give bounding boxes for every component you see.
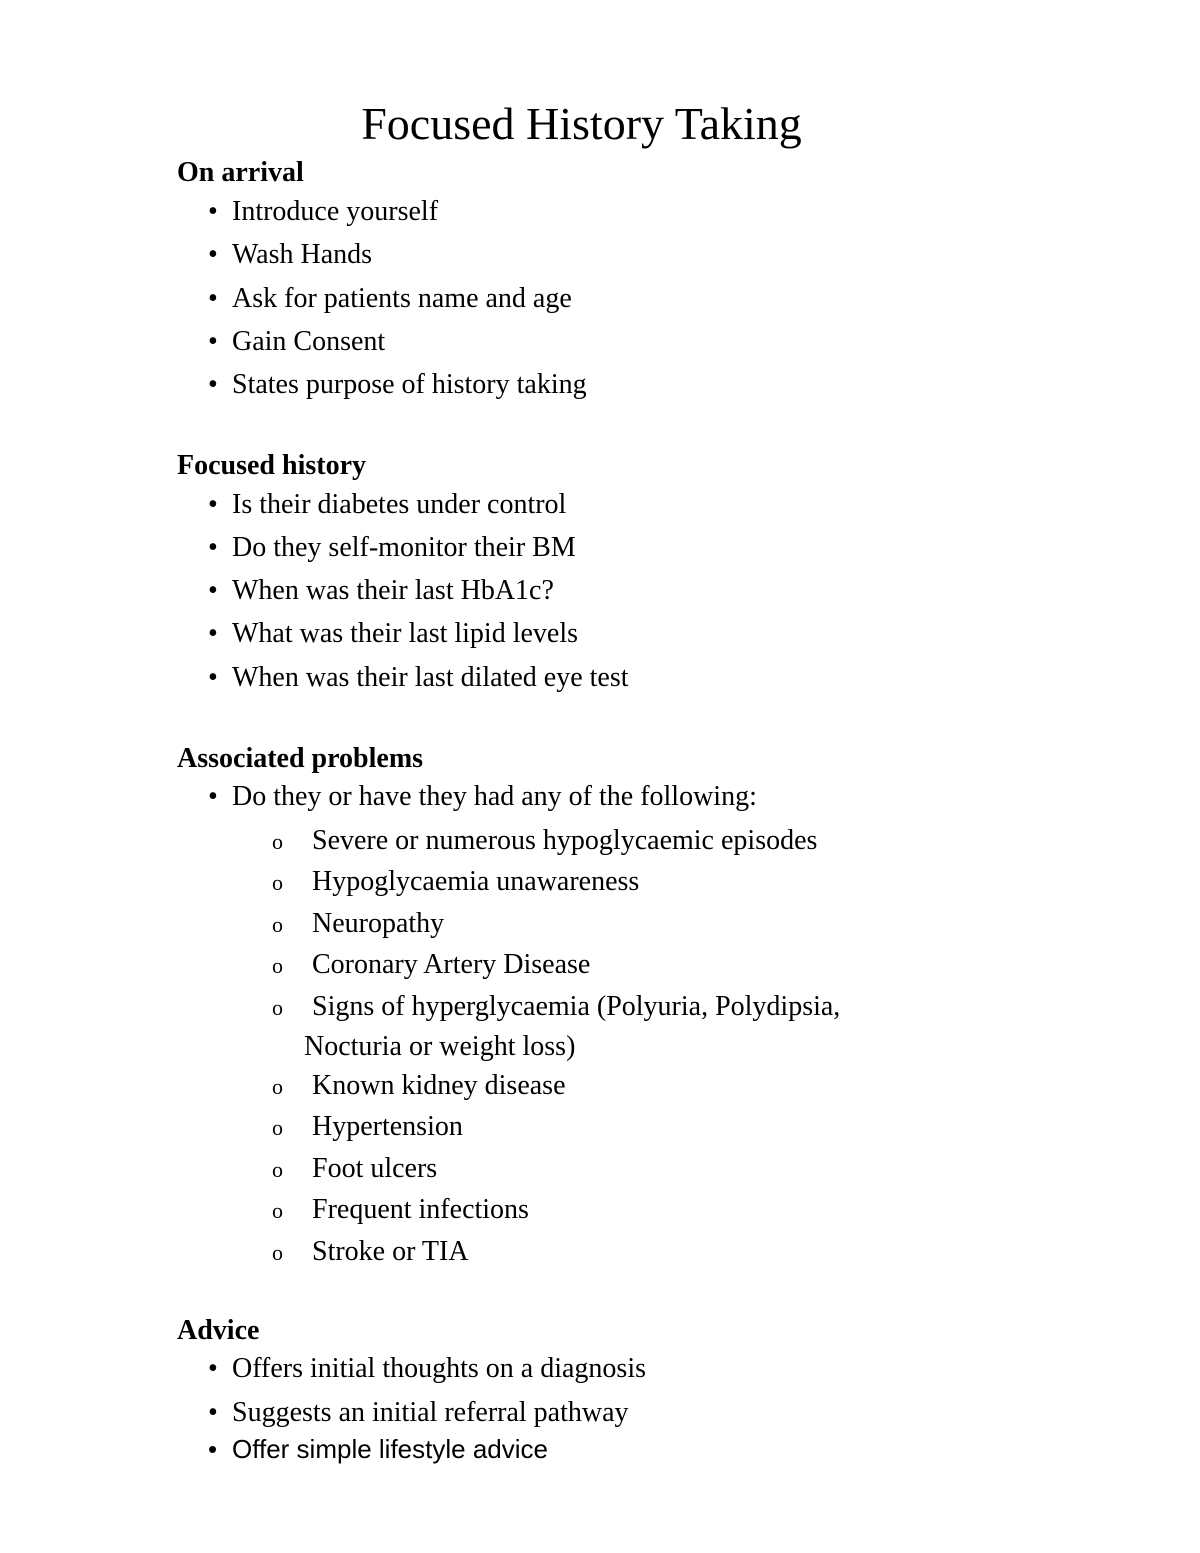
list-item: • Offer simple lifestyle advice xyxy=(208,1434,548,1464)
sub-list-item: o Severe or numerous hypoglycaemic episodes xyxy=(272,824,817,859)
section-heading-on-arrival: On arrival xyxy=(177,157,304,188)
list-item: • What was their last lipid levels xyxy=(208,618,579,649)
list-item: • Do they self-monitor their BM xyxy=(208,532,576,563)
circle-bullet-icon: o xyxy=(272,995,283,1020)
page-title: Focused History Taking xyxy=(361,98,802,149)
sub-list-item: o Known kidney disease xyxy=(272,1069,566,1104)
circle-bullet-icon: o xyxy=(272,870,283,895)
list-item: • Is their diabetes under control xyxy=(208,489,567,520)
circle-bullet-icon: o xyxy=(272,912,283,937)
section-heading-associated-problems: Associated problems xyxy=(177,743,424,774)
sub-list-item: o Hypertension xyxy=(272,1110,463,1145)
circle-bullet-icon: o xyxy=(272,1115,283,1140)
sub-list-item: o Foot ulcers xyxy=(272,1152,437,1187)
bullet-icon: • xyxy=(208,283,218,314)
bullet-icon: • xyxy=(208,1434,218,1464)
circle-bullet-icon: o xyxy=(272,1157,283,1182)
bullet-icon: • xyxy=(208,532,218,563)
list-item: • Suggests an initial referral pathway xyxy=(208,1397,629,1428)
bullet-icon: • xyxy=(208,326,218,357)
bullet-icon: • xyxy=(208,781,218,812)
sub-list-item: o Neuropathy xyxy=(272,907,444,942)
circle-bullet-icon: o xyxy=(272,1074,283,1099)
circle-bullet-icon: o xyxy=(272,1198,283,1223)
sub-list-item-continuation: Nocturia or weight loss) xyxy=(304,1031,576,1062)
bullet-icon: • xyxy=(208,369,218,400)
sub-list-item: o Signs of hyperglycaemia (Polyuria, Polydipsia, xyxy=(272,990,840,1025)
bullet-icon: • xyxy=(208,196,218,227)
list-item: • Gain Consent xyxy=(208,326,386,357)
sub-list-item: o Frequent infections xyxy=(272,1193,529,1228)
list-item: • When was their last HbA1c? xyxy=(208,575,554,606)
bullet-icon: • xyxy=(208,489,218,520)
list-item: • Introduce yourself xyxy=(208,196,439,227)
sub-list-item: o Stroke or TIA xyxy=(272,1235,469,1270)
sub-list-item: o Coronary Artery Disease xyxy=(272,948,590,983)
list-item: • Offers initial thoughts on a diagnosis xyxy=(208,1353,646,1384)
list-item: • Ask for patients name and age xyxy=(208,283,572,314)
bullet-icon: • xyxy=(208,662,218,693)
bullet-icon: • xyxy=(208,239,218,270)
section-heading-advice: Advice xyxy=(177,1315,260,1346)
list-item: • States purpose of history taking xyxy=(208,369,587,400)
bullet-icon: • xyxy=(208,1353,218,1384)
bullet-icon: • xyxy=(208,575,218,606)
section-heading-focused-history: Focused history xyxy=(177,450,366,481)
bullet-icon: • xyxy=(208,1397,218,1428)
list-item: • Wash Hands xyxy=(208,239,373,270)
list-item: • When was their last dilated eye test xyxy=(208,662,629,693)
circle-bullet-icon: o xyxy=(272,829,283,854)
bullet-icon: • xyxy=(208,618,218,649)
circle-bullet-icon: o xyxy=(272,1240,283,1265)
circle-bullet-icon: o xyxy=(272,953,283,978)
list-item: • Do they or have they had any of the following: xyxy=(208,781,757,812)
sub-list-item: o Hypoglycaemia unawareness xyxy=(272,865,639,900)
